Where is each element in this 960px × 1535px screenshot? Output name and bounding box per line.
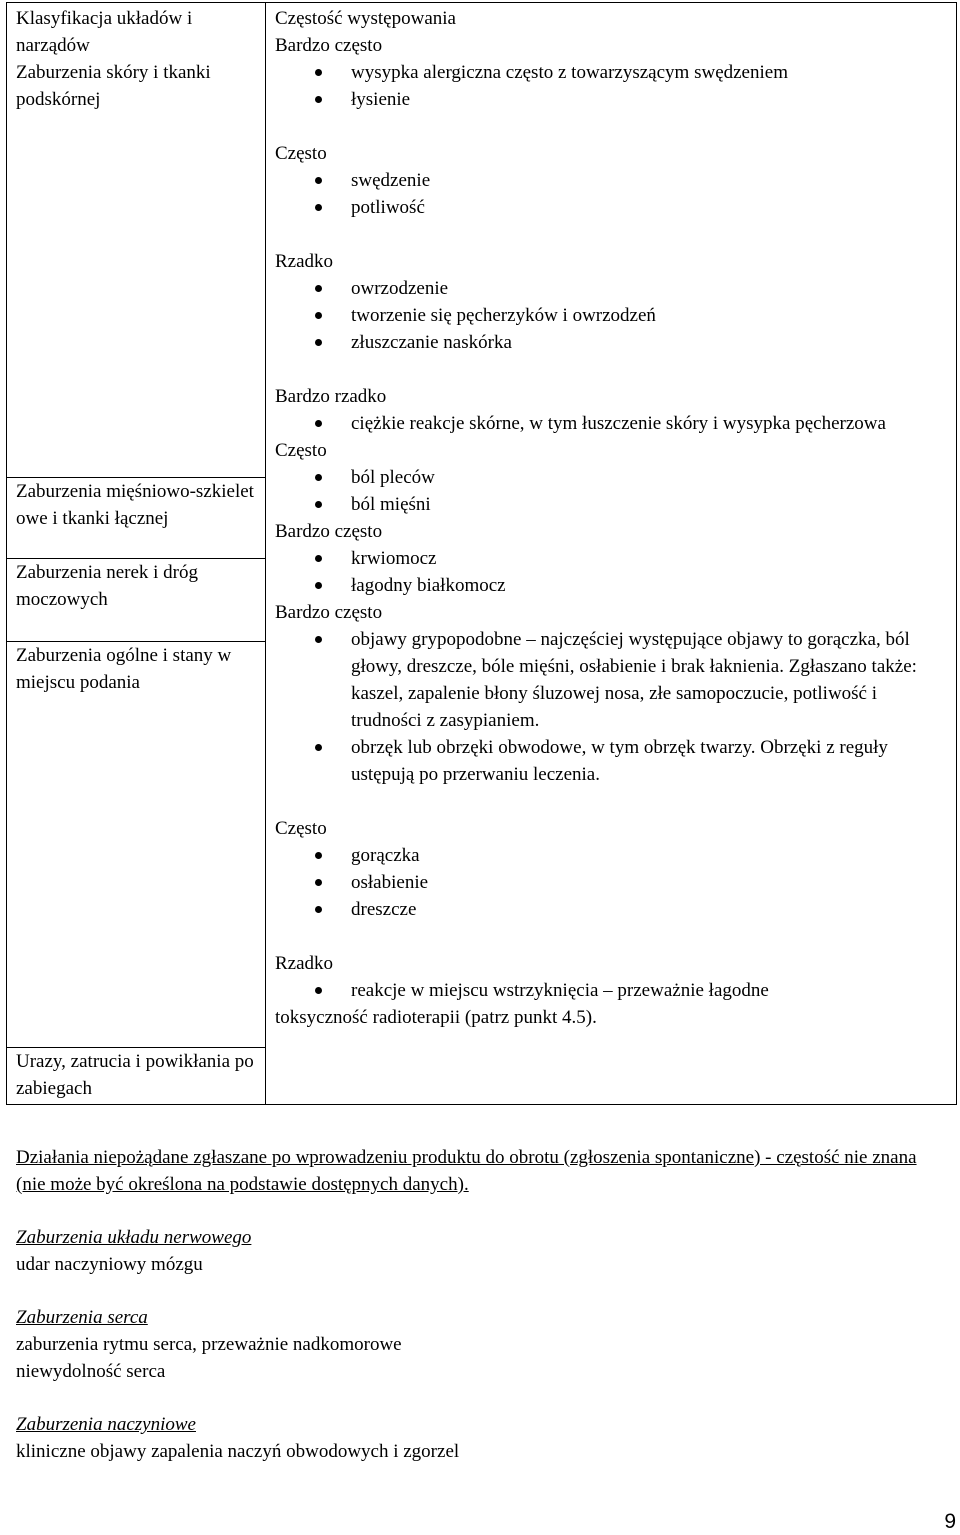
class-label: Zaburzenia skóry i tkanki podskórnej <box>16 62 211 110</box>
bullet-icon <box>315 96 322 103</box>
general-frequencies <box>275 599 950 1004</box>
page-number: 9 <box>944 1510 956 1533</box>
list-item: ból pleców <box>275 464 950 491</box>
class-cell-kidney <box>7 559 266 642</box>
bullet-icon <box>315 339 322 346</box>
freq-label: Bardzo często <box>275 602 383 623</box>
table-header-row <box>7 3 957 60</box>
bullet-icon <box>315 177 322 184</box>
class-cell-general <box>7 642 266 1048</box>
postmarketing-heading: Działania niepożądane zgłaszane po wprowadzeniu produktu do obrotu (zgłoszenia spontaniczne) - częstość nie znana (nie może być określona na podstawie dostępnych danych). <box>16 1147 917 1195</box>
list-item: ciężkie reakcje skórne, w tym łuszczenie skóry i wysypka pęcherzowa <box>275 410 950 437</box>
section-line: zaburzenia rytmu serca, przeważnie nadkomorowe <box>16 1334 402 1355</box>
freq-label: Często <box>275 818 327 839</box>
injury-text: toksyczność radioterapii (patrz punkt 4.5). <box>275 1007 597 1028</box>
bullet-icon <box>315 312 322 319</box>
bullet-icon <box>315 879 322 886</box>
list-item: osłabienie <box>275 869 950 896</box>
class-cell-skin <box>7 59 266 478</box>
list-item: potliwość <box>275 194 950 221</box>
bullet-icon <box>315 204 322 211</box>
freq-label: Często <box>275 440 327 461</box>
class-label: Zaburzenia mięśniowo-szkieletowe i tkanki łącznej <box>16 481 254 529</box>
list-item: łagodny białkomocz <box>275 572 950 599</box>
class-cell-injury <box>7 1048 266 1105</box>
bullet-icon <box>315 636 322 643</box>
bullet-icon <box>315 555 322 562</box>
section-title-vascular: Zaburzenia naczyniowe <box>16 1414 196 1435</box>
section-line: udar naczyniowy mózgu <box>16 1254 203 1275</box>
bullet-icon <box>315 420 322 427</box>
list-item: reakcje w miejscu wstrzyknięcia – przeważnie łagodne <box>275 977 950 1004</box>
list-item: ból mięśni <box>275 491 950 518</box>
freq-label: Bardzo często <box>275 35 383 56</box>
bullet-icon <box>315 285 322 292</box>
section-line: kliniczne objawy zapalenia naczyń obwodowych i zgorzel <box>16 1441 460 1462</box>
bullet-icon <box>315 501 322 508</box>
header-frequency-label: Częstość występowania <box>275 8 456 29</box>
bullet-icon <box>315 474 322 481</box>
list-item: łysienie <box>275 86 950 113</box>
bullet-icon <box>315 744 322 751</box>
list-item: dreszcze <box>275 896 950 923</box>
list-item: wysypka alergiczna często z towarzyszącym swędzeniem <box>275 59 950 86</box>
list-item: gorączka <box>275 842 950 869</box>
kidney-frequencies <box>275 518 950 599</box>
frequency-column-cell <box>266 3 957 1105</box>
section-title-heart: Zaburzenia serca <box>16 1307 148 1328</box>
list-item: tworzenie się pęcherzyków i owrzodzeń <box>275 302 950 329</box>
musculoskeletal-frequencies <box>275 437 950 518</box>
list-item: swędzenie <box>275 167 950 194</box>
section-title-nervous: Zaburzenia układu nerwowego <box>16 1227 252 1248</box>
list-item: owrzodzenie <box>275 275 950 302</box>
list-item: obrzęk lub obrzęki obwodowe, w tym obrzęk twarzy. Obrzęki z reguły ustępują po przerwaniu leczenia. <box>275 734 950 788</box>
header-class-label: Klasyfikacja układów i narządów <box>16 8 193 56</box>
bullet-icon <box>315 987 322 994</box>
class-label: Zaburzenia ogólne i stany w miejscu podania <box>16 645 232 693</box>
freq-label: Często <box>275 143 327 164</box>
bullet-icon <box>315 582 322 589</box>
freq-label: Bardzo rzadko <box>275 386 387 407</box>
class-label: Urazy, zatrucia i powikłania po zabiegach <box>16 1051 254 1099</box>
freq-label: Rzadko <box>275 251 334 272</box>
bullet-icon <box>315 69 322 76</box>
freq-label: Rzadko <box>275 953 334 974</box>
list-item: złuszczanie naskórka <box>275 329 950 356</box>
section-line: niewydolność serca <box>16 1361 166 1382</box>
bullet-icon <box>315 906 322 913</box>
postmarketing-section <box>16 1144 936 1465</box>
adverse-effects-table-wrapper <box>6 2 957 1105</box>
adverse-effects-table <box>6 2 957 1105</box>
class-cell-musculoskeletal <box>7 478 266 559</box>
skin-frequencies <box>275 32 950 437</box>
header-class-cell <box>7 3 266 60</box>
list-item: krwiomocz <box>275 545 950 572</box>
class-label: Zaburzenia nerek i dróg moczowych <box>16 562 198 610</box>
freq-label: Bardzo często <box>275 521 383 542</box>
bullet-icon <box>315 852 322 859</box>
list-item: objawy grypopodobne – najczęściej występujące objawy to gorączka, ból głowy, dreszcze, bóle mięśni, osłabienie i brak łaknienia. Zgłaszano także: kaszel, zapalenie błony śluzowej nosa, złe samopoczucie, potliwość i trudności z zasypianiem. <box>275 626 950 734</box>
